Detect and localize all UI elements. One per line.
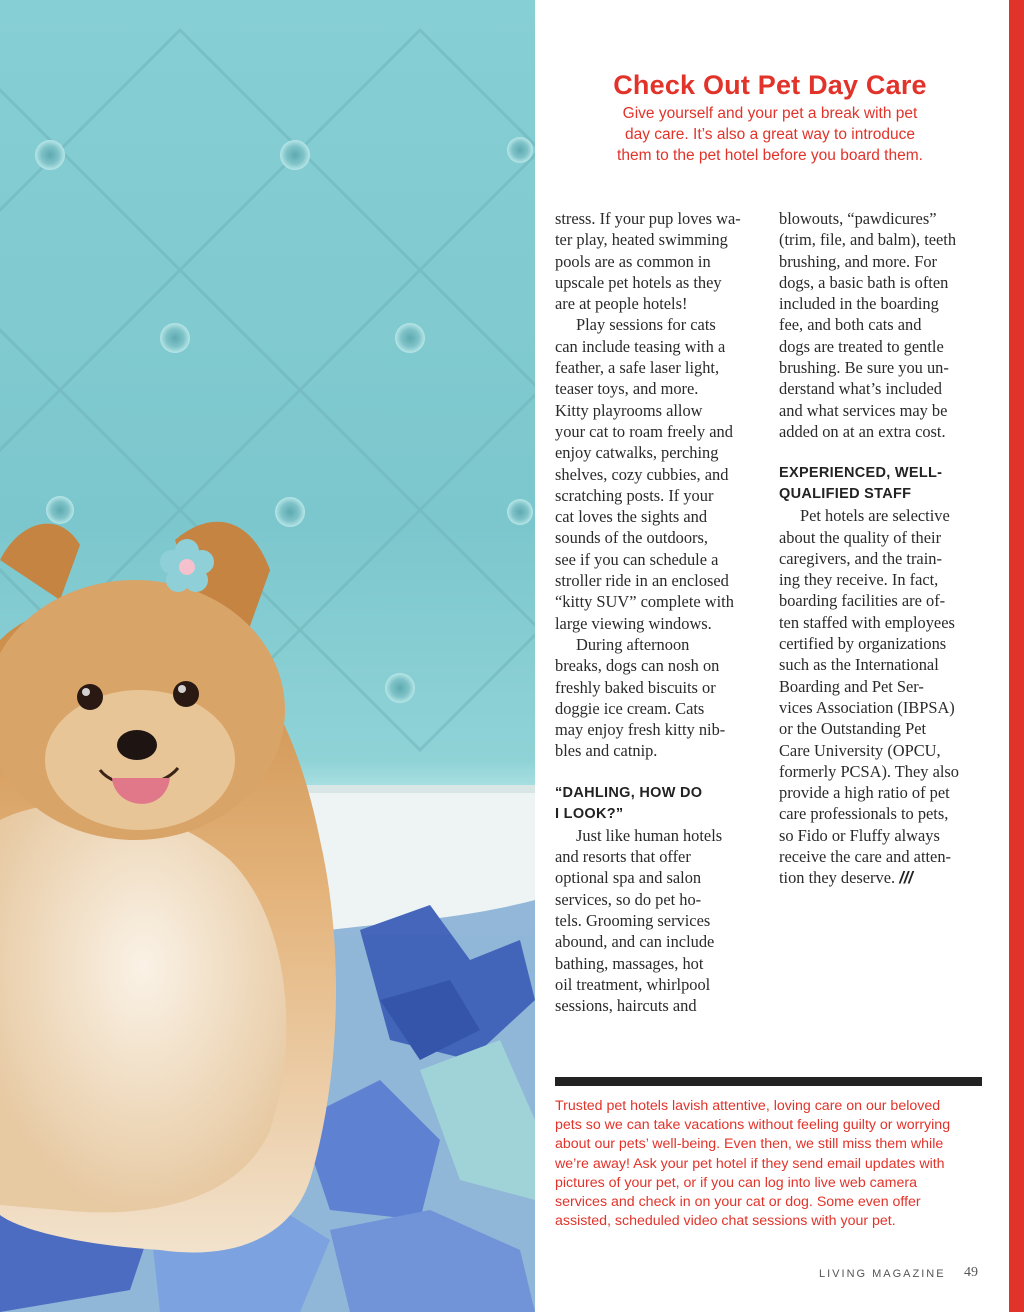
heading-line: QUALIFIED STAFF bbox=[779, 486, 912, 503]
paragraph bbox=[779, 208, 989, 442]
callout-text bbox=[555, 1097, 983, 1231]
text-line: tion they deserve. bbox=[779, 868, 896, 888]
text-line: or the Outstanding Pet bbox=[779, 719, 927, 739]
callout-line: Trusted pet hotels lavish attentive, loving care on our beloved bbox=[555, 1098, 941, 1114]
page-edge-bar bbox=[1009, 0, 1024, 1312]
text-line: included in the boarding bbox=[779, 294, 939, 314]
text-line: stroller ride in an enclosed bbox=[555, 571, 729, 591]
text-line: your cat to roam freely and bbox=[555, 421, 733, 441]
text-line: derstand what’s included bbox=[779, 379, 942, 399]
text-line: and resorts that offer bbox=[555, 847, 691, 867]
text-line: formerly PCSA). They also bbox=[779, 761, 959, 781]
text-line: dogs, a basic bath is often bbox=[779, 272, 949, 292]
text-line: can include teasing with a bbox=[555, 336, 726, 356]
text-line: such as the International bbox=[779, 655, 939, 675]
text-line: Care University (OPCU, bbox=[779, 740, 941, 760]
text-line: certified by organizations bbox=[779, 634, 947, 654]
text-line: about the quality of their bbox=[779, 527, 942, 547]
text-line: brushing, and more. For bbox=[779, 251, 937, 271]
text-line: freshly baked biscuits or bbox=[555, 677, 716, 697]
text-line: oil treatment, whirlpool bbox=[555, 974, 711, 994]
text-line: Boarding and Pet Ser- bbox=[779, 676, 924, 696]
section-heading bbox=[555, 783, 760, 825]
footer-magazine-name: LIVING MAGAZINE bbox=[819, 1268, 946, 1280]
text-line: enjoy catwalks, perching bbox=[555, 443, 719, 463]
heading-line: “DAHLING, HOW DO bbox=[555, 784, 703, 801]
text-line: Play sessions for cats bbox=[576, 315, 716, 335]
text-line: services, so do pet ho- bbox=[555, 889, 702, 909]
callout-line: we’re away! Ask your pet hotel if they send email updates with bbox=[555, 1155, 945, 1172]
text-line: brushing. Be sure you un- bbox=[779, 358, 949, 378]
text-line: (trim, file, and balm), teeth bbox=[779, 230, 957, 250]
paragraph bbox=[555, 208, 760, 314]
text-line: bles and catnip. bbox=[555, 741, 658, 761]
text-line: dogs are treated to gentle bbox=[779, 336, 944, 356]
text-line: “kitty SUV” complete with bbox=[555, 592, 734, 612]
text-line: large viewing windows. bbox=[555, 613, 712, 633]
paragraph bbox=[779, 505, 989, 889]
text-line: ter play, heated swimming bbox=[555, 230, 728, 250]
text-line: tels. Grooming services bbox=[555, 910, 711, 930]
text-line: caregivers, and the train- bbox=[779, 548, 942, 568]
callout-rule bbox=[555, 1077, 982, 1086]
text-line: stress. If your pup loves wa- bbox=[555, 209, 741, 228]
article-column-left bbox=[555, 208, 760, 1016]
text-line: vices Association (IBPSA) bbox=[779, 697, 955, 717]
callout-line: assisted, scheduled video chat sessions with your pet. bbox=[555, 1213, 896, 1230]
text-line: breaks, dogs can nosh on bbox=[555, 656, 720, 676]
text-line: and what services may be bbox=[779, 400, 948, 420]
sidebar-title: Check Out Pet Day Care bbox=[613, 70, 927, 100]
text-line: pools are as common in bbox=[555, 251, 711, 271]
text-line: Pet hotels are selective bbox=[800, 506, 950, 526]
subtitle-line: Give yourself and your pet a break with pet bbox=[622, 105, 918, 122]
text-line: shelves, cozy cubbies, and bbox=[555, 464, 729, 484]
text-line: During afternoon bbox=[576, 634, 690, 654]
subtitle-line: day care. It’s also a great way to introduce bbox=[624, 126, 916, 143]
text-line: boarding facilities are of- bbox=[779, 591, 946, 611]
text-line: sessions, haircuts and bbox=[555, 996, 697, 1016]
callout-line: pets so we can take vacations without feeling guilty or worrying bbox=[555, 1117, 951, 1134]
callout-line: about our pets’ well-being. Even then, we still miss them while bbox=[555, 1136, 944, 1153]
paragraph bbox=[555, 634, 760, 762]
subtitle-line: them to the pet hotel before you board them. bbox=[617, 147, 923, 164]
text-line: blowouts, “pawdicures” bbox=[779, 209, 937, 228]
text-line: scratching posts. If your bbox=[555, 485, 714, 505]
footer-page-number: 49 bbox=[964, 1265, 978, 1280]
paragraph bbox=[555, 825, 760, 1017]
text-line: Just like human hotels bbox=[576, 825, 723, 845]
text-line: sounds of the outdoors, bbox=[555, 528, 708, 548]
text-line: abound, and can include bbox=[555, 932, 715, 952]
text-line: ing they receive. In fact, bbox=[779, 570, 939, 590]
text-line-last bbox=[779, 867, 989, 889]
article-column-right bbox=[779, 208, 989, 890]
text-line: see if you can schedule a bbox=[555, 549, 719, 569]
section-heading bbox=[779, 463, 989, 505]
text-line: may enjoy fresh kitty nib- bbox=[555, 720, 726, 740]
end-mark: /// bbox=[899, 869, 913, 888]
text-line: so Fido or Fluffy always bbox=[779, 825, 940, 845]
text-line: upscale pet hotels as they bbox=[555, 272, 722, 292]
sidebar-subtitle bbox=[580, 103, 960, 166]
heading-line: EXPERIENCED, WELL- bbox=[779, 465, 943, 482]
text-line: fee, and both cats and bbox=[779, 315, 922, 335]
callout-line: services and check in on your cat or dog. Some even offer bbox=[555, 1194, 921, 1211]
text-line: doggie ice cream. Cats bbox=[555, 698, 705, 718]
text-line: Kitty playrooms allow bbox=[555, 400, 703, 420]
text-line: teaser toys, and more. bbox=[555, 379, 699, 399]
heading-line: I LOOK?” bbox=[555, 805, 624, 822]
text-line: added on at an extra cost. bbox=[779, 421, 946, 441]
text-line: are at people hotels! bbox=[555, 294, 688, 314]
text-line: care professionals to pets, bbox=[779, 804, 949, 824]
text-line: feather, a safe laser light, bbox=[555, 358, 720, 378]
callout-line: pictures of your pet, or if you can log into live web camera bbox=[555, 1174, 917, 1191]
text-line: receive the care and atten- bbox=[779, 847, 951, 867]
text-line: ten staffed with employees bbox=[779, 612, 955, 632]
text-line: cat loves the sights and bbox=[555, 507, 708, 527]
paragraph bbox=[555, 314, 760, 633]
text-line: provide a high ratio of pet bbox=[779, 783, 950, 803]
text-line: optional spa and salon bbox=[555, 868, 702, 888]
text-line: bathing, massages, hot bbox=[555, 953, 704, 973]
